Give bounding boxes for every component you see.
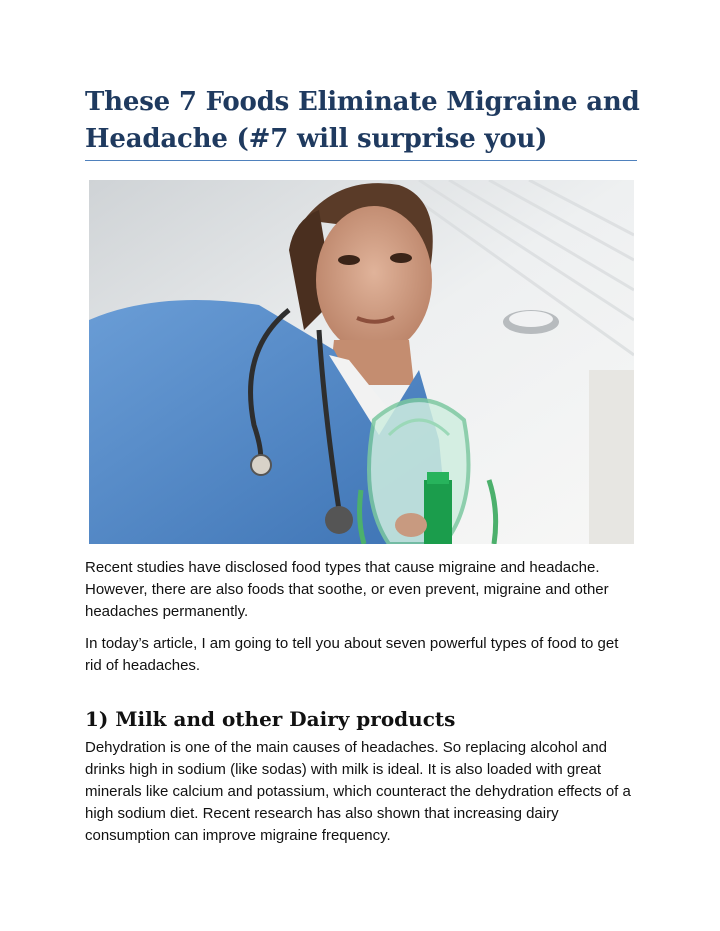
article-title-line-2: Headache (#7 will surprise you) [85,124,548,154]
title-underline [85,160,637,161]
hero-photo [89,180,634,544]
section-body-milk: Dehydration is one of the main causes of headaches. So replacing alcohol and drinks high in sodium (like sodas) with milk is ideal. It is also loaded with great minerals like calcium and potassium, which counteract the dehydration effects of a high sodium diet. Recent research has also shown that increasing dairy consumption can improve migraine frequency. [85,739,631,844]
section-heading-milk: 1) Milk and other Dairy products [85,707,456,731]
second-paragraph: In today’s article, I am going to tell you about seven powerful types of food to get rid of headaches. [85,635,619,674]
photo-icon [89,180,634,544]
intro-paragraph: Recent studies have disclosed food types that cause migraine and headache. However, there are also foods that soothe, or even prevent, migraine and other headaches permanently. [85,559,609,620]
article-title [85,84,640,158]
article-title-line-1: These 7 Foods Eliminate Migraine and [85,87,640,117]
